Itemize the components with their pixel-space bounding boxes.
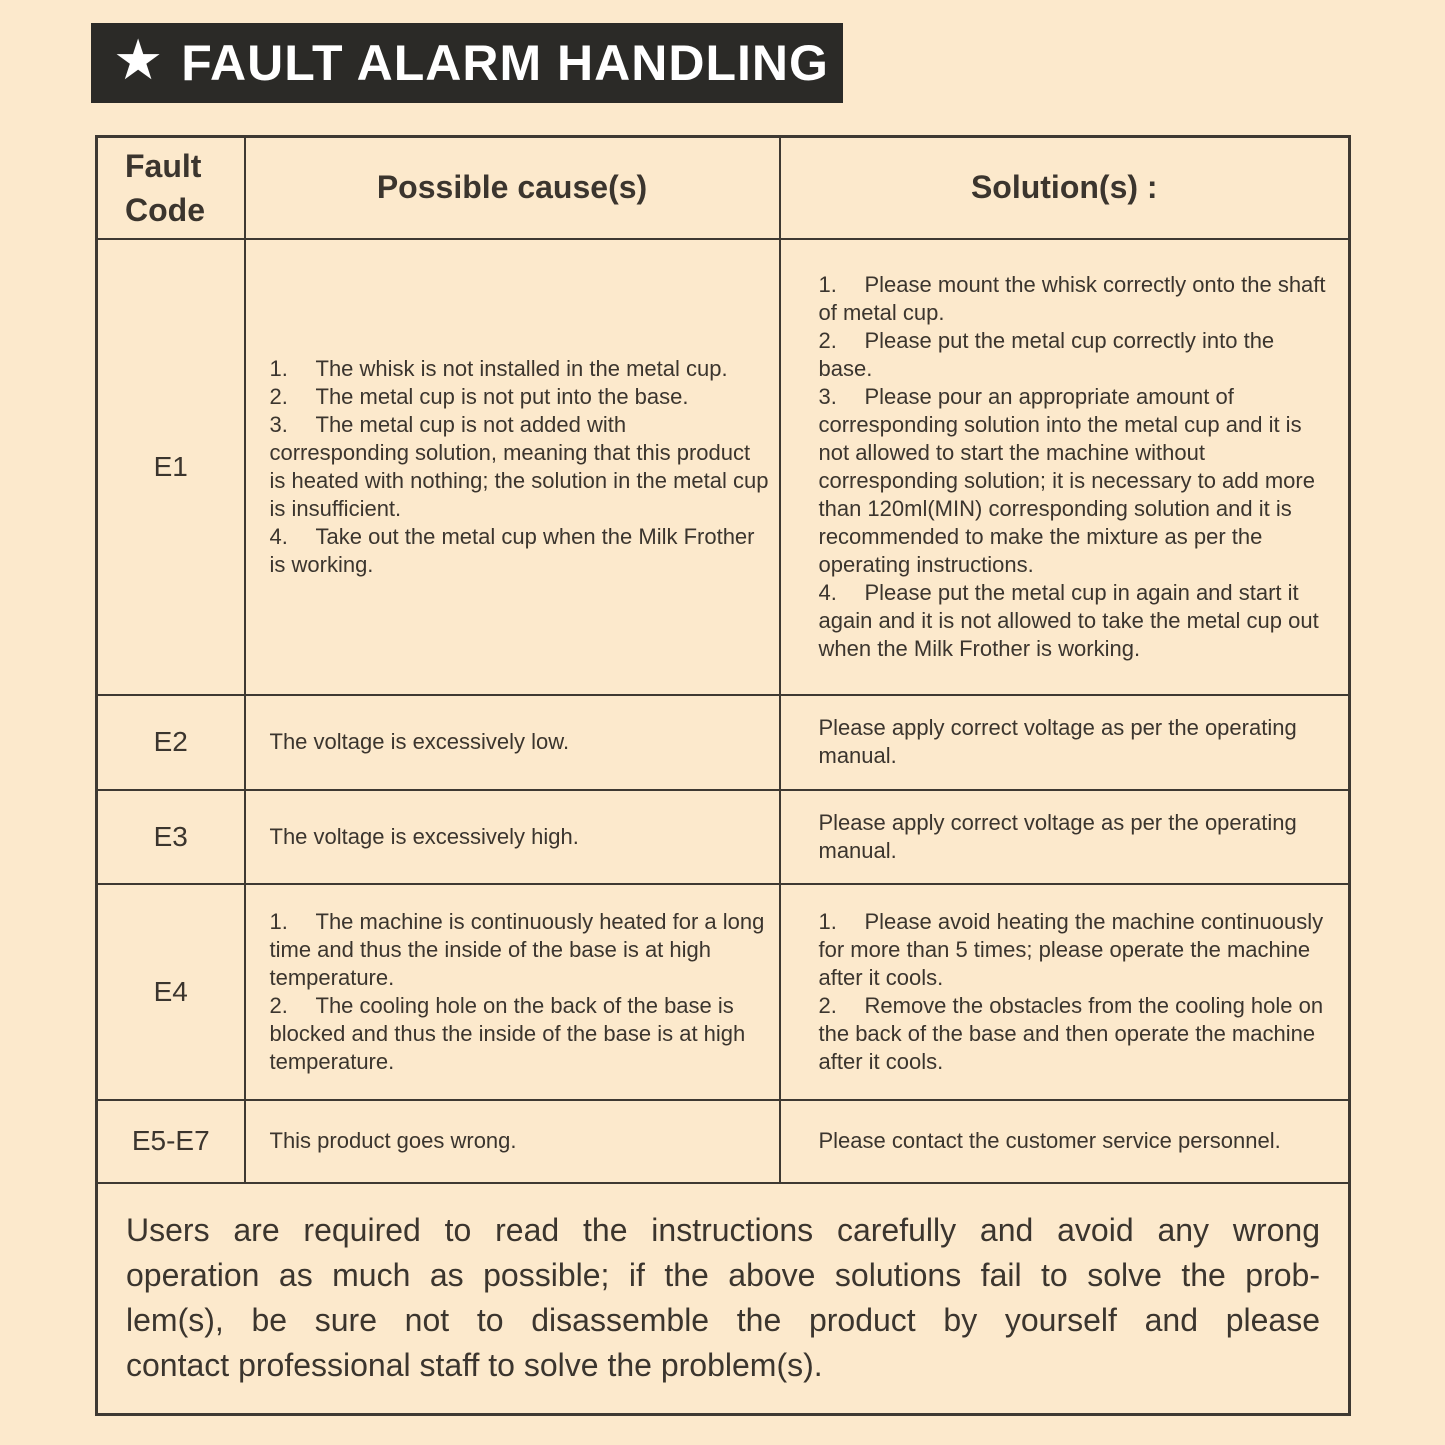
causes-cell-e2: The voltage is excessively low.	[245, 695, 780, 790]
fault-code-e5-e7: E5-E7	[97, 1100, 245, 1183]
item-text: Please put the metal cup in again and start it again and it is not allowed to take the metal cup out when the Milk Frother is working.	[818, 579, 1319, 661]
header-solutions: Solution(s) :	[780, 137, 1350, 239]
causes-cell-e4	[245, 884, 780, 1100]
solutions-cell-e4	[780, 884, 1350, 1100]
item-number: 2.	[269, 383, 288, 409]
footer-note-row	[97, 1183, 1350, 1415]
item-text: Remove the obstacles from the cooling hole on the back of the base and then operate the machine after it cools.	[818, 992, 1324, 1074]
footer-line: operation as much as possible; if the above solutions fail to solve the prob-	[126, 1257, 1320, 1294]
fault-table	[95, 135, 1351, 1416]
item-text: Please avoid heating the machine continuously for more than 5 times; please operate the machine after it cools.	[818, 908, 1324, 990]
item-text: Please pour an appropriate amount of corresponding solution into the metal cup and it is not allowed to start the machine without corresponding solution; it is necessary to add more than 120ml(MIN) corresponding solution and it is recommended to make the mixture as per the operating instructions.	[818, 383, 1315, 577]
header-fault-line2: Code	[125, 191, 205, 228]
fault-code-e2: E2	[97, 695, 245, 790]
item-text: The machine is continuously heated for a long time and thus the inside of the base is at high temperature.	[269, 908, 765, 990]
star-icon: ★	[113, 28, 164, 91]
solution-item	[819, 908, 1333, 992]
item-number: 3.	[818, 383, 837, 409]
causes-cell-e3: The voltage is excessively high.	[245, 790, 780, 884]
item-number: 4.	[818, 579, 837, 605]
item-text: Take out the metal cup when the Milk Frother is working.	[269, 523, 755, 577]
table-row-e4	[97, 884, 1350, 1100]
fault-code-e4: E4	[97, 884, 245, 1100]
causes-list-e4	[270, 908, 771, 1076]
table-row-e5-e7	[97, 1100, 1350, 1183]
item-number: 1.	[269, 908, 288, 934]
footer-note	[97, 1183, 1350, 1415]
item-text: The metal cup is not put into the base.	[315, 383, 689, 409]
solutions-cell-e5-e7: Please contact the customer service personnel.	[780, 1100, 1350, 1183]
solutions-cell-e1	[780, 239, 1350, 695]
item-number: 4.	[269, 523, 288, 549]
item-number: 1.	[818, 271, 837, 297]
item-text: The metal cup is not added with corresponding solution, meaning that this product is heated with nothing; the solution in the metal cup is insufficient.	[269, 411, 769, 521]
table-row-e1	[97, 239, 1350, 695]
cause-item	[270, 355, 771, 383]
item-number: 2.	[269, 992, 288, 1018]
table-header-row	[97, 137, 1350, 239]
solution-item	[819, 383, 1333, 579]
item-number: 1.	[818, 908, 837, 934]
cause-item	[270, 411, 771, 523]
fault-code-e1: E1	[97, 239, 245, 695]
footer-line: lem(s), be sure not to disassemble the product by yourself and please	[126, 1302, 1320, 1339]
item-number: 1.	[269, 355, 288, 381]
footer-line: contact professional staff to solve the problem(s).	[126, 1347, 823, 1384]
cause-item	[270, 383, 771, 411]
item-text: Please put the metal cup correctly into the base.	[818, 327, 1275, 381]
fault-alarm-banner	[91, 23, 843, 103]
header-fault-line1: Fault	[125, 147, 202, 184]
item-number: 3.	[269, 411, 288, 437]
header-possible-causes: Possible cause(s)	[245, 137, 780, 239]
causes-cell-e1	[245, 239, 780, 695]
solution-item	[819, 271, 1333, 327]
causes-list-e1	[270, 355, 771, 579]
header-fault-code	[97, 137, 245, 239]
fault-code-e3: E3	[97, 790, 245, 884]
table-row-e2	[97, 695, 1350, 790]
solutions-list-e4	[819, 908, 1333, 1076]
cause-item	[270, 992, 771, 1076]
cause-item	[270, 908, 771, 992]
page-title: FAULT ALARM HANDLING	[181, 35, 829, 91]
item-number: 2.	[818, 327, 837, 353]
item-text: The cooling hole on the back of the base is blocked and thus the inside of the base is at high temperature.	[269, 992, 746, 1074]
causes-cell-e5-e7: This product goes wrong.	[245, 1100, 780, 1183]
table-row-e3	[97, 790, 1350, 884]
solutions-cell-e2: Please apply correct voltage as per the operating manual.	[780, 695, 1350, 790]
solutions-cell-e3: Please apply correct voltage as per the operating manual.	[780, 790, 1350, 884]
item-text: Please mount the whisk correctly onto the shaft of metal cup.	[818, 271, 1326, 325]
solution-item	[819, 579, 1333, 663]
solution-item	[819, 327, 1333, 383]
item-text: The whisk is not installed in the metal cup.	[315, 355, 728, 381]
solutions-list-e1	[819, 271, 1333, 663]
item-number: 2.	[818, 992, 837, 1018]
cause-item	[270, 523, 771, 579]
solution-item	[819, 992, 1333, 1076]
footer-line: Users are required to read the instructions carefully and avoid any wrong	[126, 1212, 1320, 1249]
